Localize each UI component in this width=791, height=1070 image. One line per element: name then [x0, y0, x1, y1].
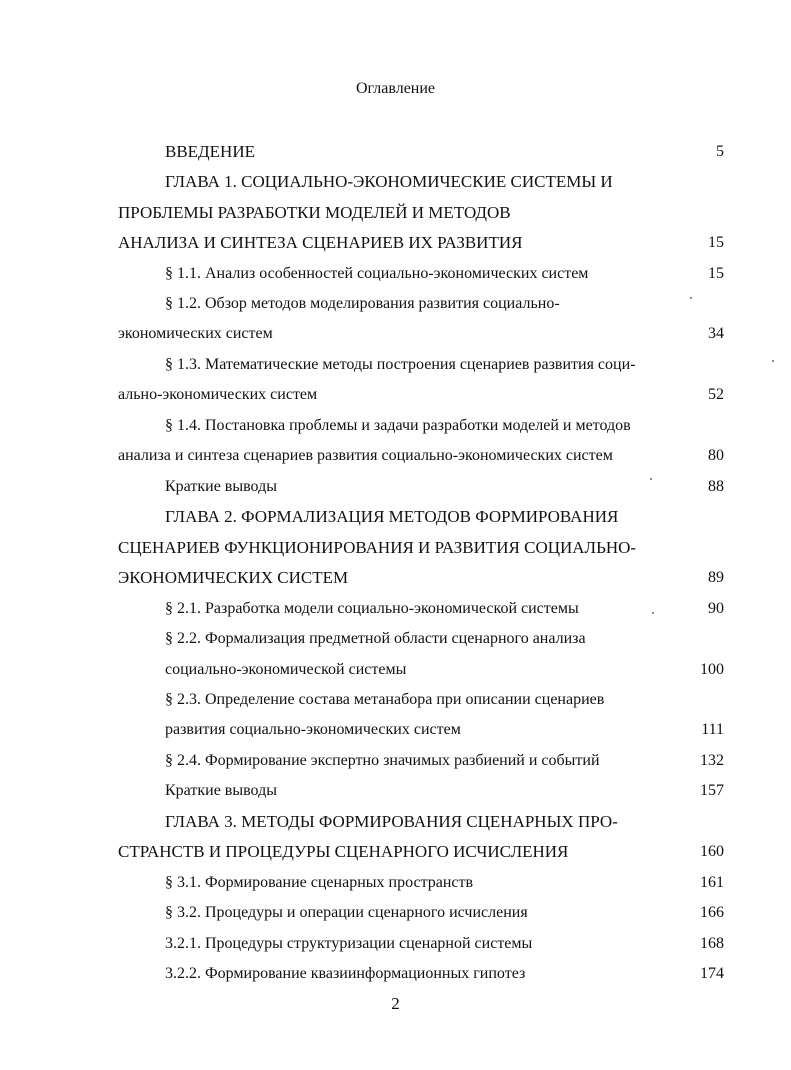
toc-entry-line: § 2.2. Формализация предметной области сценарного анализа [165, 630, 586, 647]
toc-entry-line: Краткие выводы [165, 478, 277, 495]
toc-entry-line: АНАЛИЗА И СИНТЕЗА СЦЕНАРИЕВ ИХ РАЗВИТИЯ [118, 233, 523, 252]
toc-page-number: 161 [700, 874, 724, 891]
toc-page-number: 89 [708, 569, 724, 586]
toc-entry-line: § 1.3. Математические методы построения сценариев развития соци- [165, 356, 636, 373]
toc-entry-line: Краткие выводы [165, 782, 277, 799]
toc-entry-line: 3.2.2. Формирование квазиинформационных гипотез [165, 965, 526, 982]
toc-entry-line: ПРОБЛЕМЫ РАЗРАБОТКИ МОДЕЛЕЙ И МЕТОДОВ [118, 203, 511, 222]
toc-page-number: 5 [716, 143, 724, 160]
toc-entry-line: ГЛАВА 1. СОЦИАЛЬНО-ЭКОНОМИЧЕСКИЕ СИСТЕМЫ И [165, 172, 613, 191]
toc-entry-line: § 1.2. Обзор методов моделирования развития социально- [165, 295, 560, 312]
toc-entry-line: ГЛАВА 2. ФОРМАЛИЗАЦИЯ МЕТОДОВ ФОРМИРОВАНИЯ [165, 507, 619, 526]
toc-entry-line: развития социально-экономических систем [165, 721, 461, 738]
toc-entry-line: ЭКОНОМИЧЕСКИХ СИСТЕМ [118, 568, 349, 587]
scan-speck [652, 612, 654, 614]
toc-page-number: 174 [700, 965, 724, 982]
scan-speck [772, 360, 774, 362]
toc-entry-line: § 1.1. Анализ особенностей социально-экономических систем [165, 265, 589, 282]
toc-page-number: 15 [708, 234, 724, 251]
toc-entry-line: ГЛАВА 3. МЕТОДЫ ФОРМИРОВАНИЯ СЦЕНАРНЫХ ПРО- [165, 812, 618, 831]
toc-page-number: 34 [708, 325, 724, 342]
toc-page-number: 90 [708, 600, 724, 617]
toc-page-number: 157 [700, 782, 724, 799]
toc-entry-line: § 3.1. Формирование сценарных пространств [165, 874, 474, 891]
toc-entry-line: экономических систем [118, 325, 273, 342]
toc-entry-line: СЦЕНАРИЕВ ФУНКЦИОНИРОВАНИЯ И РАЗВИТИЯ СОЦИАЛЬНО- [118, 538, 637, 557]
scan-speck [690, 297, 692, 299]
toc-page-number: 160 [700, 843, 724, 860]
toc-page-number: 100 [700, 661, 724, 678]
toc-entry-line: анализа и синтеза сценариев развития социально-экономических систем [118, 447, 613, 464]
scan-speck [650, 478, 652, 480]
toc-page-number: 168 [700, 935, 724, 952]
toc-entry-line: § 1.4. Постановка проблемы и задачи разработки моделей и методов [165, 417, 631, 434]
toc-page-number: 132 [700, 752, 724, 769]
toc-entry-line: 3.2.1. Процедуры структуризации сценарной системы [165, 935, 533, 952]
toc-entry-line: § 2.3. Определение состава метанабора при описании сценариев [165, 691, 605, 708]
toc-page-number: 52 [708, 386, 724, 403]
toc-entry-line: СТРАНСТВ И ПРОЦЕДУРЫ СЦЕНАРНОГО ИСЧИСЛЕНИЯ [118, 842, 569, 861]
toc-entry-line: социально-экономической системы [165, 661, 407, 678]
toc-entry-line: ВВЕДЕНИЕ [165, 142, 255, 161]
toc-entry-line: § 3.2. Процедуры и операции сценарного исчисления [165, 904, 528, 921]
toc-page-number: 80 [708, 447, 724, 464]
toc-page-number: 111 [701, 721, 724, 738]
toc-entry-line: ально-экономических систем [118, 386, 318, 403]
page-number: 2 [391, 994, 400, 1013]
toc-page-number: 166 [700, 904, 724, 921]
toc-page-number: 15 [708, 265, 724, 282]
page-title: Оглавление [355, 80, 436, 97]
toc-entry-line: § 2.1. Разработка модели социально-экономической системы [165, 600, 579, 617]
toc-entry-line: § 2.4. Формирование экспертно значимых разбиений и событий [165, 752, 600, 769]
toc-page-number: 88 [708, 478, 724, 495]
